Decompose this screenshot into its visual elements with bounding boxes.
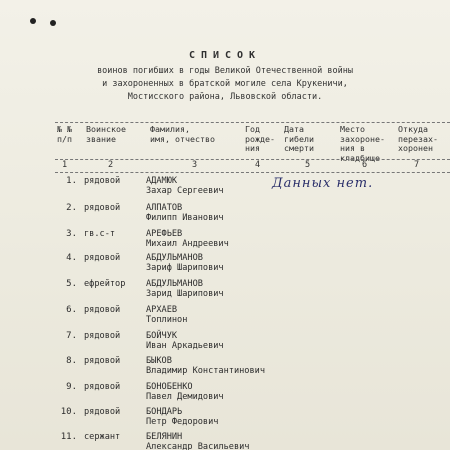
row-rank: рядовой xyxy=(84,382,121,392)
column-header-burial: Место захороне- ния в кладбище xyxy=(340,124,385,163)
row-surname: АБДУЛЬМАНОВ xyxy=(146,279,203,289)
row-given-name: Павел Демидович xyxy=(146,392,224,402)
row-given-name: Михаил Андреевич xyxy=(146,239,229,249)
row-number: 8. xyxy=(66,356,77,366)
row-rank: рядовой xyxy=(84,305,121,315)
subtitle-line: Мостисского района, Львовской области. xyxy=(127,92,323,102)
handwritten-note: Данных нет. xyxy=(272,176,374,191)
row-rank: рядовой xyxy=(84,203,121,213)
row-number: 2. xyxy=(66,203,77,213)
column-header-birth: Год рожде- ния xyxy=(245,124,275,153)
row-rank: рядовой xyxy=(84,356,121,366)
row-given-name: Зарид Шарипович xyxy=(146,289,224,299)
row-surname: АДАМЮК xyxy=(146,176,178,186)
table-row xyxy=(0,432,450,450)
row-surname: АРХАЕВ xyxy=(146,305,178,315)
row-given-name: Владимир Константинович xyxy=(146,366,265,376)
row-rank: рядовой xyxy=(84,407,121,417)
column-header-death: Дата гибели смерти xyxy=(284,124,314,153)
row-surname: АРЕФЬЕВ xyxy=(146,229,183,239)
row-rank: гв.с-т xyxy=(84,229,116,239)
column-number: 2 xyxy=(108,160,114,170)
column-number: 3 xyxy=(192,160,198,170)
subtitle-line: воинов погибших в годы Великой Отечественной войны xyxy=(97,66,353,76)
row-number: 4. xyxy=(66,253,77,263)
document-title: СПИСОК xyxy=(188,50,262,61)
column-header-name: Фамилия, имя, отчество xyxy=(150,124,215,144)
column-number: 5 xyxy=(305,160,311,170)
row-number: 3. xyxy=(66,229,77,239)
row-rank: ефрейтор xyxy=(84,279,126,289)
row-given-name: Захар Сергеевич xyxy=(146,186,224,196)
column-header-reburied: Откуда перезах- хоронен xyxy=(398,124,438,153)
row-given-name: Филипп Иванович xyxy=(146,213,224,223)
row-surname: АЛПАТОВ xyxy=(146,203,183,213)
row-surname: БОНДАРЬ xyxy=(146,407,183,417)
column-header-rank: Воинское звание xyxy=(86,124,126,144)
row-number: 1. xyxy=(66,176,77,186)
row-rank: рядовой xyxy=(84,176,121,186)
row-surname: БЫКОВ xyxy=(146,356,172,366)
row-surname: БЕЛЯНИН xyxy=(146,432,183,442)
row-given-name: Александр Васильевич xyxy=(146,442,250,450)
row-rank: рядовой xyxy=(84,253,121,263)
column-number: 1 xyxy=(62,160,68,170)
row-rank: сержант xyxy=(84,432,121,442)
punch-hole xyxy=(30,18,36,24)
row-given-name: Петр Федорович xyxy=(146,417,219,427)
column-header-num: № № п/п xyxy=(57,124,72,144)
row-number: 10. xyxy=(60,407,77,417)
row-given-name: Иван Аркадьевич xyxy=(146,341,224,351)
subtitle-line: и захороненных в братской могиле села Крукеничи, xyxy=(102,79,348,89)
header-mid-rule xyxy=(55,159,450,160)
header-bottom-rule xyxy=(55,172,450,173)
row-surname: БОЙЧУК xyxy=(146,331,178,341)
row-surname: БОНОБЕНКО xyxy=(146,382,193,392)
row-number: 9. xyxy=(66,382,77,392)
row-surname: АБДУЛЬМАНОВ xyxy=(146,253,203,263)
row-given-name: Зариф Шарипович xyxy=(146,263,224,273)
row-number: 11. xyxy=(60,432,77,442)
column-number: 7 xyxy=(414,160,420,170)
row-rank: рядовой xyxy=(84,331,121,341)
column-number: 6 xyxy=(362,160,368,170)
column-number: 4 xyxy=(255,160,261,170)
table-row xyxy=(0,176,450,206)
header-top-rule xyxy=(55,122,450,123)
row-number: 6. xyxy=(66,305,77,315)
row-number: 7. xyxy=(66,331,77,341)
punch-hole xyxy=(50,20,56,26)
row-given-name: Топлинон xyxy=(146,315,188,325)
row-number: 5. xyxy=(66,279,77,289)
